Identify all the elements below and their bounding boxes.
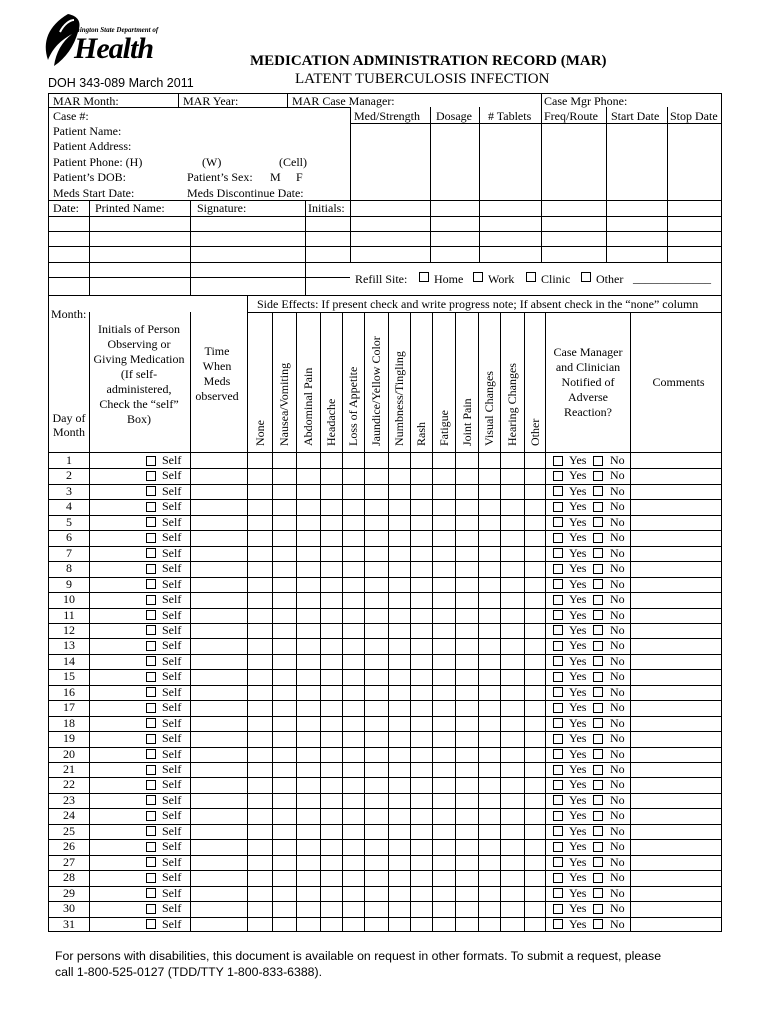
self-label: Self [162,669,182,684]
self-checkbox[interactable] [146,548,156,558]
day-number: 18 [63,715,75,730]
no-label: No [610,545,625,560]
self-label: Self [162,499,182,514]
yes-label: Yes [569,746,587,761]
no-label: No [610,468,625,483]
no-checkbox[interactable] [593,780,603,790]
no-label: No [610,499,625,514]
no-checkbox[interactable] [593,749,603,759]
no-label: No [610,885,625,900]
case-mgr-phone-field: Case Mgr Phone: [544,94,628,108]
self-label: Self [162,731,182,746]
no-label: No [610,576,625,591]
no-label: No [610,854,625,869]
yes-checkbox[interactable] [553,672,563,682]
self-checkbox[interactable] [146,873,156,883]
yes-label: Yes [569,854,587,869]
side-effect-header-visual-changes: Visual Changes [482,371,496,446]
yes-label: Yes [569,870,587,885]
side-effect-header-other: Other [527,418,542,446]
yes-label: Yes [569,684,587,699]
yes-checkbox[interactable] [553,888,563,898]
yes-checkbox[interactable] [553,471,563,481]
day-number: 3 [66,483,72,498]
self-checkbox[interactable] [146,780,156,790]
no-checkbox[interactable] [593,486,603,496]
self-label: Self [162,622,182,637]
side-effects-note: Side Effects: If present check and write progress note; If absent check in the “none” column [257,297,699,311]
footer-notice [55,948,725,980]
day-number: 6 [66,530,72,545]
self-checkbox[interactable] [146,471,156,481]
yes-checkbox[interactable] [553,456,563,466]
mar-year-field: MAR Year: [183,94,239,108]
no-checkbox[interactable] [593,502,603,512]
day-number: 14 [63,653,75,668]
yes-label: Yes [569,808,587,823]
self-checkbox[interactable] [146,904,156,914]
no-label: No [610,823,625,838]
yes-checkbox[interactable] [553,486,563,496]
no-label: No [610,700,625,715]
dosage-header: Dosage [436,109,472,123]
day-number: 23 [63,792,75,807]
yes-label: Yes [569,514,587,529]
no-label: No [610,777,625,792]
page-title: MEDICATION ADMINISTRATION RECORD (MAR) [250,53,607,69]
yes-label: Yes [569,885,587,900]
no-label: No [610,622,625,637]
no-checkbox[interactable] [593,795,603,805]
self-checkbox[interactable] [146,564,156,574]
self-label: Self [162,916,182,931]
no-label: No [610,607,625,622]
self-label: Self [162,453,182,467]
yes-label: Yes [569,607,587,622]
month-label: Month: [51,307,87,321]
day-number: 10 [63,592,75,607]
case-number-field: Case #: [53,109,89,123]
yes-checkbox[interactable] [553,564,563,574]
no-checkbox[interactable] [593,672,603,682]
side-effect-header-numbness-tingling: Numbness/Tingling [392,351,406,446]
no-checkbox[interactable] [593,456,603,466]
stop-date-header: Stop Date [670,109,718,123]
yes-label: Yes [569,669,587,684]
med-strength-header: Med/Strength [354,109,420,123]
day-number: 8 [66,561,72,576]
self-label: Self [162,762,182,776]
self-checkbox[interactable] [146,749,156,759]
self-label: Self [162,854,182,869]
yes-label: Yes [569,530,587,545]
self-label: Self [162,870,182,885]
self-label: Self [162,746,182,761]
case-manager-notified-header: Case Manager and Clinician Notified of Adverse Reaction? [553,345,623,419]
refill-other-checkbox[interactable] [581,272,591,282]
day-number: 16 [63,684,75,699]
self-label: Self [162,576,182,591]
self-checkbox[interactable] [146,842,156,852]
yes-label: Yes [569,839,587,854]
day-number: 20 [63,746,75,761]
yes-label: Yes [569,715,587,730]
self-label: Self [162,483,182,498]
mar-month-field: MAR Month: [53,94,119,108]
yes-checkbox[interactable] [553,749,563,759]
sex-f-option: F [296,170,303,184]
yes-label: Yes [569,762,587,776]
patient-address-field: Patient Address: [53,139,132,153]
no-checkbox[interactable] [593,734,603,744]
day-number: 15 [63,669,75,684]
no-label: No [610,638,625,653]
self-checkbox[interactable] [146,811,156,821]
day-number: 4 [66,499,72,514]
footer-line-2: call 1-800-525-0127 (TDD/TTY 1-800-833-6388). [55,965,323,979]
no-checkbox[interactable] [593,610,603,620]
no-label: No [610,592,625,607]
no-label: No [610,561,625,576]
self-label: Self [162,607,182,622]
self-checkbox[interactable] [146,857,156,867]
day-of-month-header: Day of Month [52,411,86,439]
day-number: 21 [63,762,75,776]
yes-checkbox[interactable] [553,734,563,744]
yes-checkbox[interactable] [553,811,563,821]
no-checkbox[interactable] [593,656,603,666]
self-label: Self [162,530,182,545]
self-label: Self [162,700,182,715]
self-checkbox[interactable] [146,486,156,496]
yes-checkbox[interactable] [553,919,563,929]
initials-observer-header: Initials of Person Observing or Giving Medication (If self-administered, Check the “self” Box) [93,322,185,426]
yes-checkbox[interactable] [553,703,563,713]
refill-work-label: Work [488,272,515,286]
self-checkbox[interactable] [146,703,156,713]
yes-checkbox[interactable] [553,656,563,666]
logo-dept: Washington State Department of [64,26,159,34]
refill-clinic-label: Clinic [541,272,571,286]
yes-label: Yes [569,483,587,498]
self-checkbox[interactable] [146,672,156,682]
no-label: No [610,839,625,854]
yes-checkbox[interactable] [553,765,563,775]
logo-word: Health [74,32,154,65]
initials-header: Initials: [308,201,345,215]
day-number: 2 [66,468,72,483]
page-subtitle: LATENT TUBERCULOSIS INFECTION [295,71,550,87]
no-label: No [610,514,625,529]
no-label: No [610,653,625,668]
yes-label: Yes [569,592,587,607]
yes-label: Yes [569,561,587,576]
no-label: No [610,762,625,776]
no-checkbox[interactable] [593,641,603,651]
self-checkbox[interactable] [146,888,156,898]
yes-checkbox[interactable] [553,718,563,728]
no-checkbox[interactable] [593,919,603,929]
day-number: 11 [63,607,75,622]
comments-header: Comments [652,375,705,389]
yes-label: Yes [569,468,587,483]
yes-checkbox[interactable] [553,842,563,852]
self-checkbox[interactable] [146,734,156,744]
self-checkbox[interactable] [146,579,156,589]
sex-m-option: M [270,170,281,184]
freq-route-header: Freq/Route [544,109,598,123]
yes-checkbox[interactable] [553,502,563,512]
yes-label: Yes [569,700,587,715]
side-effect-header-fatigue: Fatigue [436,410,451,446]
refill-other-label: Other [596,272,624,286]
self-label: Self [162,715,182,730]
day-number: 1 [66,453,72,467]
day-number: 5 [66,514,72,529]
self-label: Self [162,592,182,607]
self-checkbox[interactable] [146,795,156,805]
day-number: 29 [63,885,75,900]
self-label: Self [162,514,182,529]
day-number: 24 [63,808,75,823]
self-checkbox[interactable] [146,687,156,697]
yes-checkbox[interactable] [553,625,563,635]
no-checkbox[interactable] [593,703,603,713]
refill-work-checkbox[interactable] [473,272,483,282]
day-number: 7 [66,545,72,560]
day-number: 27 [63,854,75,869]
yes-checkbox[interactable] [553,610,563,620]
yes-label: Yes [569,638,587,653]
no-checkbox[interactable] [593,625,603,635]
day-number: 13 [63,638,75,653]
no-label: No [610,669,625,684]
no-label: No [610,792,625,807]
no-checkbox[interactable] [593,811,603,821]
no-label: No [610,916,625,931]
self-label: Self [162,823,182,838]
side-effect-header-none: None [252,420,267,446]
no-checkbox[interactable] [593,579,603,589]
no-label: No [610,901,625,916]
yes-checkbox[interactable] [553,579,563,589]
side-effect-header-abdominal-pain: Abdominal Pain [301,367,315,446]
meds-start-field: Meds Start Date: [53,186,135,200]
phone-cell-label: (Cell) [279,155,307,169]
patient-name-field: Patient Name: [53,124,122,138]
side-effect-header-nausea-vomiting: Nausea/Vomiting [277,362,291,446]
time-observed-header: Time When Meds observed [195,344,239,403]
self-label: Self [162,684,182,699]
self-label: Self [162,901,182,916]
yes-checkbox[interactable] [553,687,563,697]
no-label: No [610,870,625,885]
day-number: 22 [63,777,75,792]
no-checkbox[interactable] [593,471,603,481]
yes-checkbox[interactable] [553,595,563,605]
day-number: 17 [63,700,75,715]
day-number: 12 [63,622,75,637]
no-checkbox[interactable] [593,857,603,867]
side-effect-header-joint-pain: Joint Pain [459,398,474,446]
no-checkbox[interactable] [593,826,603,836]
no-label: No [610,453,625,467]
side-effect-header-headache: Headache [324,398,338,446]
yes-label: Yes [569,576,587,591]
yes-label: Yes [569,792,587,807]
yes-label: Yes [569,777,587,792]
self-checkbox[interactable] [146,610,156,620]
yes-label: Yes [569,823,587,838]
self-label: Self [162,561,182,576]
self-checkbox[interactable] [146,517,156,527]
self-checkbox[interactable] [146,919,156,929]
yes-checkbox[interactable] [553,857,563,867]
date-column-header: Date: [53,201,79,215]
refill-home-label: Home [434,272,464,286]
logo [38,12,178,70]
no-label: No [610,808,625,823]
self-checkbox[interactable] [146,656,156,666]
refill-home-checkbox[interactable] [419,272,429,282]
day-number: 31 [63,916,75,931]
no-checkbox[interactable] [593,718,603,728]
self-checkbox[interactable] [146,826,156,836]
self-checkbox[interactable] [146,595,156,605]
footer-line-1: For persons with disabilities, this document is available on request in other formats. To submit a request, please [55,949,662,963]
refill-clinic-checkbox[interactable] [526,272,536,282]
no-checkbox[interactable] [593,888,603,898]
patient-sex-field: Patient’s Sex: [187,170,253,184]
case-manager-field: MAR Case Manager: [292,94,395,108]
no-checkbox[interactable] [593,548,603,558]
yes-label: Yes [569,731,587,746]
signature-header: Signature: [197,201,247,215]
day-number: 25 [63,823,75,838]
yes-label: Yes [569,499,587,514]
no-checkbox[interactable] [593,564,603,574]
self-label: Self [162,885,182,900]
self-label: Self [162,777,182,792]
yes-label: Yes [569,545,587,560]
side-effect-header-jaundice-yellow-color: Jaundice/Yellow Color [369,336,383,446]
yes-checkbox[interactable] [553,780,563,790]
self-label: Self [162,839,182,854]
yes-checkbox[interactable] [553,533,563,543]
no-checkbox[interactable] [593,687,603,697]
self-checkbox[interactable] [146,641,156,651]
printed-name-header: Printed Name: [95,201,165,215]
yes-checkbox[interactable] [553,641,563,651]
self-label: Self [162,468,182,483]
yes-checkbox[interactable] [553,795,563,805]
refill-site-label: Refill Site: [355,272,408,286]
side-effect-header-loss-of-appetite: Loss of Appetite [346,366,360,446]
tablets-header: # Tablets [488,109,532,123]
self-checkbox[interactable] [146,625,156,635]
yes-checkbox[interactable] [553,873,563,883]
no-checkbox[interactable] [593,595,603,605]
no-label: No [610,483,625,498]
yes-label: Yes [569,453,587,467]
patient-dob-field: Patient’s DOB: [53,170,127,184]
yes-label: Yes [569,901,587,916]
no-label: No [610,715,625,730]
no-checkbox[interactable] [593,517,603,527]
self-label: Self [162,808,182,823]
self-checkbox[interactable] [146,765,156,775]
no-label: No [610,684,625,699]
start-date-header: Start Date [611,109,660,123]
no-checkbox[interactable] [593,873,603,883]
yes-checkbox[interactable] [553,517,563,527]
side-effect-header-hearing-changes: Hearing Changes [505,363,519,446]
yes-label: Yes [569,916,587,931]
yes-label: Yes [569,622,587,637]
yes-checkbox[interactable] [553,904,563,914]
self-checkbox[interactable] [146,533,156,543]
no-checkbox[interactable] [593,842,603,852]
self-label: Self [162,638,182,653]
no-label: No [610,731,625,746]
no-label: No [610,530,625,545]
no-checkbox[interactable] [593,533,603,543]
day-number: 26 [63,839,75,854]
self-checkbox[interactable] [146,456,156,466]
yes-checkbox[interactable] [553,548,563,558]
self-label: Self [162,545,182,560]
self-label: Self [162,792,182,807]
yes-checkbox[interactable] [553,826,563,836]
doc-number: DOH 343-089 March 2011 [48,76,194,90]
side-effect-header-rash: Rash [414,422,428,446]
self-checkbox[interactable] [146,502,156,512]
day-number: 30 [63,901,75,916]
phone-work-label: (W) [202,155,222,169]
meds-discontinue-field: Meds Discontinue Date: [187,186,304,200]
self-checkbox[interactable] [146,718,156,728]
no-label: No [610,746,625,761]
yes-label: Yes [569,653,587,668]
self-label: Self [162,653,182,668]
no-checkbox[interactable] [593,765,603,775]
no-checkbox[interactable] [593,904,603,914]
day-number: 28 [63,870,75,885]
day-number: 19 [63,731,75,746]
refill-other-blank: _____________ [633,271,711,285]
patient-phone-field: Patient Phone: (H) [53,155,143,169]
day-number: 9 [66,576,72,591]
